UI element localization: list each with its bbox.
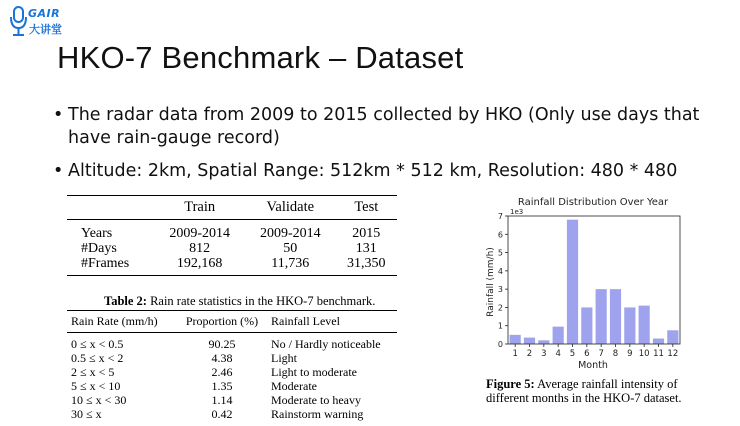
table-header-cell: Train bbox=[184, 199, 216, 215]
y-tick-label: 3 bbox=[497, 285, 503, 295]
gair-logo bbox=[9, 5, 83, 39]
table-caption bbox=[104, 294, 375, 309]
rainfall-bar-chart bbox=[480, 192, 700, 372]
table-cell: 1.14 bbox=[211, 393, 233, 407]
bullet-text: Altitude: 2km, Spatial Range: 512km * 512 km, Resolution: 480 * 480 bbox=[68, 161, 678, 181]
table-cell: #Days bbox=[81, 241, 117, 256]
table-header-cell: Rainfall Level bbox=[271, 314, 340, 328]
table-row bbox=[67, 407, 397, 421]
x-tick-label: 10 bbox=[638, 349, 650, 359]
plot-frame bbox=[508, 216, 680, 344]
table-cell: 0.5 ≤ x < 2 bbox=[71, 351, 124, 365]
table-cell: 5 ≤ x < 10 bbox=[71, 379, 121, 393]
table-cell: 31,350 bbox=[347, 256, 386, 271]
bullet-dot: • bbox=[53, 161, 64, 181]
table-row bbox=[67, 333, 397, 352]
table-cell: Moderate to heavy bbox=[271, 393, 361, 407]
table-cell: 90.25 bbox=[208, 337, 236, 351]
logo-subtitle: 大讲堂 bbox=[29, 23, 62, 36]
table-header-cell: Proportion (%) bbox=[185, 314, 259, 328]
table-cell: 1.35 bbox=[211, 379, 233, 393]
table-cell: 11,736 bbox=[271, 256, 310, 271]
figure-caption bbox=[486, 377, 706, 405]
table-cell: 192,168 bbox=[176, 256, 223, 271]
bar-month-7 bbox=[596, 289, 607, 344]
table-header-cell: Rain Rate (mm/h) bbox=[71, 314, 158, 328]
table-cell: 2015 bbox=[352, 226, 381, 241]
x-tick-label: 7 bbox=[598, 349, 604, 359]
table-row bbox=[67, 220, 397, 242]
table-header-row bbox=[67, 311, 397, 333]
table-cell: 2 ≤ x < 5 bbox=[71, 365, 115, 379]
table-row bbox=[67, 256, 397, 276]
y-scale-note: 1e3 bbox=[510, 208, 524, 216]
caption-label: Table 2: bbox=[104, 294, 147, 308]
table-cell: Moderate bbox=[271, 379, 317, 393]
bullet-list bbox=[53, 104, 733, 183]
x-tick-label: 6 bbox=[584, 349, 590, 359]
table-cell: 2009-2014 bbox=[259, 226, 321, 241]
bullet-item bbox=[53, 160, 733, 183]
rainfall-chart bbox=[480, 192, 700, 372]
x-tick-label: 4 bbox=[555, 349, 561, 359]
table-cell: 2009-2014 bbox=[169, 226, 231, 241]
y-tick-label: 5 bbox=[497, 248, 503, 258]
bar-month-12 bbox=[667, 330, 678, 344]
bar-month-9 bbox=[624, 307, 635, 344]
y-tick-label: 4 bbox=[497, 266, 503, 276]
bar-month-11 bbox=[653, 339, 664, 344]
bar-month-8 bbox=[610, 289, 621, 344]
table-cell: Years bbox=[81, 226, 113, 241]
x-tick-label: 2 bbox=[526, 349, 533, 359]
y-tick-label: 0 bbox=[497, 340, 503, 349]
bullet-dot: • bbox=[53, 105, 64, 125]
caption-label: Figure 5: bbox=[486, 377, 535, 391]
table-row bbox=[67, 365, 397, 379]
bar-month-3 bbox=[538, 340, 549, 344]
x-axis-label: Month bbox=[578, 360, 608, 371]
caption-text: Rain rate statistics in the HKO-7 benchmark. bbox=[146, 294, 376, 308]
x-tick-label: 5 bbox=[569, 349, 576, 359]
table-cell: 50 bbox=[283, 241, 298, 256]
table-cell: Rainstorm warning bbox=[271, 407, 364, 421]
table-row bbox=[67, 351, 397, 365]
table-header-cell bbox=[67, 196, 154, 220]
table-header-row bbox=[67, 196, 397, 220]
x-tick-label: 8 bbox=[612, 349, 619, 359]
table-header-cell: Test bbox=[354, 199, 379, 215]
table-cell: 0.42 bbox=[211, 407, 233, 421]
x-tick-label: 1 bbox=[512, 349, 518, 359]
bar-month-5 bbox=[567, 220, 578, 344]
table-cell: 4.38 bbox=[211, 351, 233, 365]
x-tick-label: 11 bbox=[653, 349, 664, 359]
y-axis-label: Rainfall (mm/h) bbox=[486, 247, 496, 317]
table-cell: 10 ≤ x < 30 bbox=[71, 393, 127, 407]
bullet-text: The radar data from 2009 to 2015 collected by HKO (Only use days that have rain-gauge record) bbox=[68, 105, 700, 148]
microphone-icon bbox=[9, 5, 29, 39]
x-tick-label: 9 bbox=[627, 349, 633, 359]
logo-wordmark: GAIR bbox=[28, 7, 61, 20]
bar-month-2 bbox=[524, 338, 535, 344]
table-cell: #Frames bbox=[81, 256, 130, 271]
table-row bbox=[67, 379, 397, 393]
caption-text: Average rainfall intensity of different months in the HKO-7 dataset. bbox=[486, 377, 682, 405]
table-row bbox=[67, 393, 397, 407]
table-cell: 812 bbox=[189, 241, 211, 256]
x-tick-label: 3 bbox=[541, 349, 547, 359]
table-header-cell: Validate bbox=[266, 199, 315, 215]
bar-month-4 bbox=[553, 327, 564, 344]
table-cell: 0 ≤ x < 0.5 bbox=[71, 337, 124, 351]
bar-month-10 bbox=[639, 306, 650, 344]
table-cell: 2.46 bbox=[211, 365, 233, 379]
table-cell: Light to moderate bbox=[271, 365, 357, 379]
y-tick-label: 2 bbox=[497, 303, 503, 313]
chart-title: Rainfall Distribution Over Year bbox=[517, 197, 669, 208]
table-cell: 131 bbox=[355, 241, 377, 256]
y-tick-label: 1 bbox=[497, 321, 503, 331]
bar-month-6 bbox=[581, 307, 592, 344]
table-cell: Light bbox=[271, 351, 297, 365]
bullet-item bbox=[53, 104, 733, 150]
table-cell: No / Hardly noticeable bbox=[271, 337, 381, 351]
table-cell: 30 ≤ x bbox=[71, 407, 102, 421]
y-tick-label: 6 bbox=[497, 230, 503, 240]
dataset-split-table bbox=[67, 195, 397, 276]
rain-rate-table bbox=[67, 310, 397, 421]
y-tick-label: 7 bbox=[497, 212, 503, 221]
bar-month-1 bbox=[510, 335, 521, 344]
table-row bbox=[67, 241, 397, 256]
slide-title: HKO-7 Benchmark – Dataset bbox=[57, 40, 464, 75]
x-tick-label: 12 bbox=[667, 349, 679, 359]
